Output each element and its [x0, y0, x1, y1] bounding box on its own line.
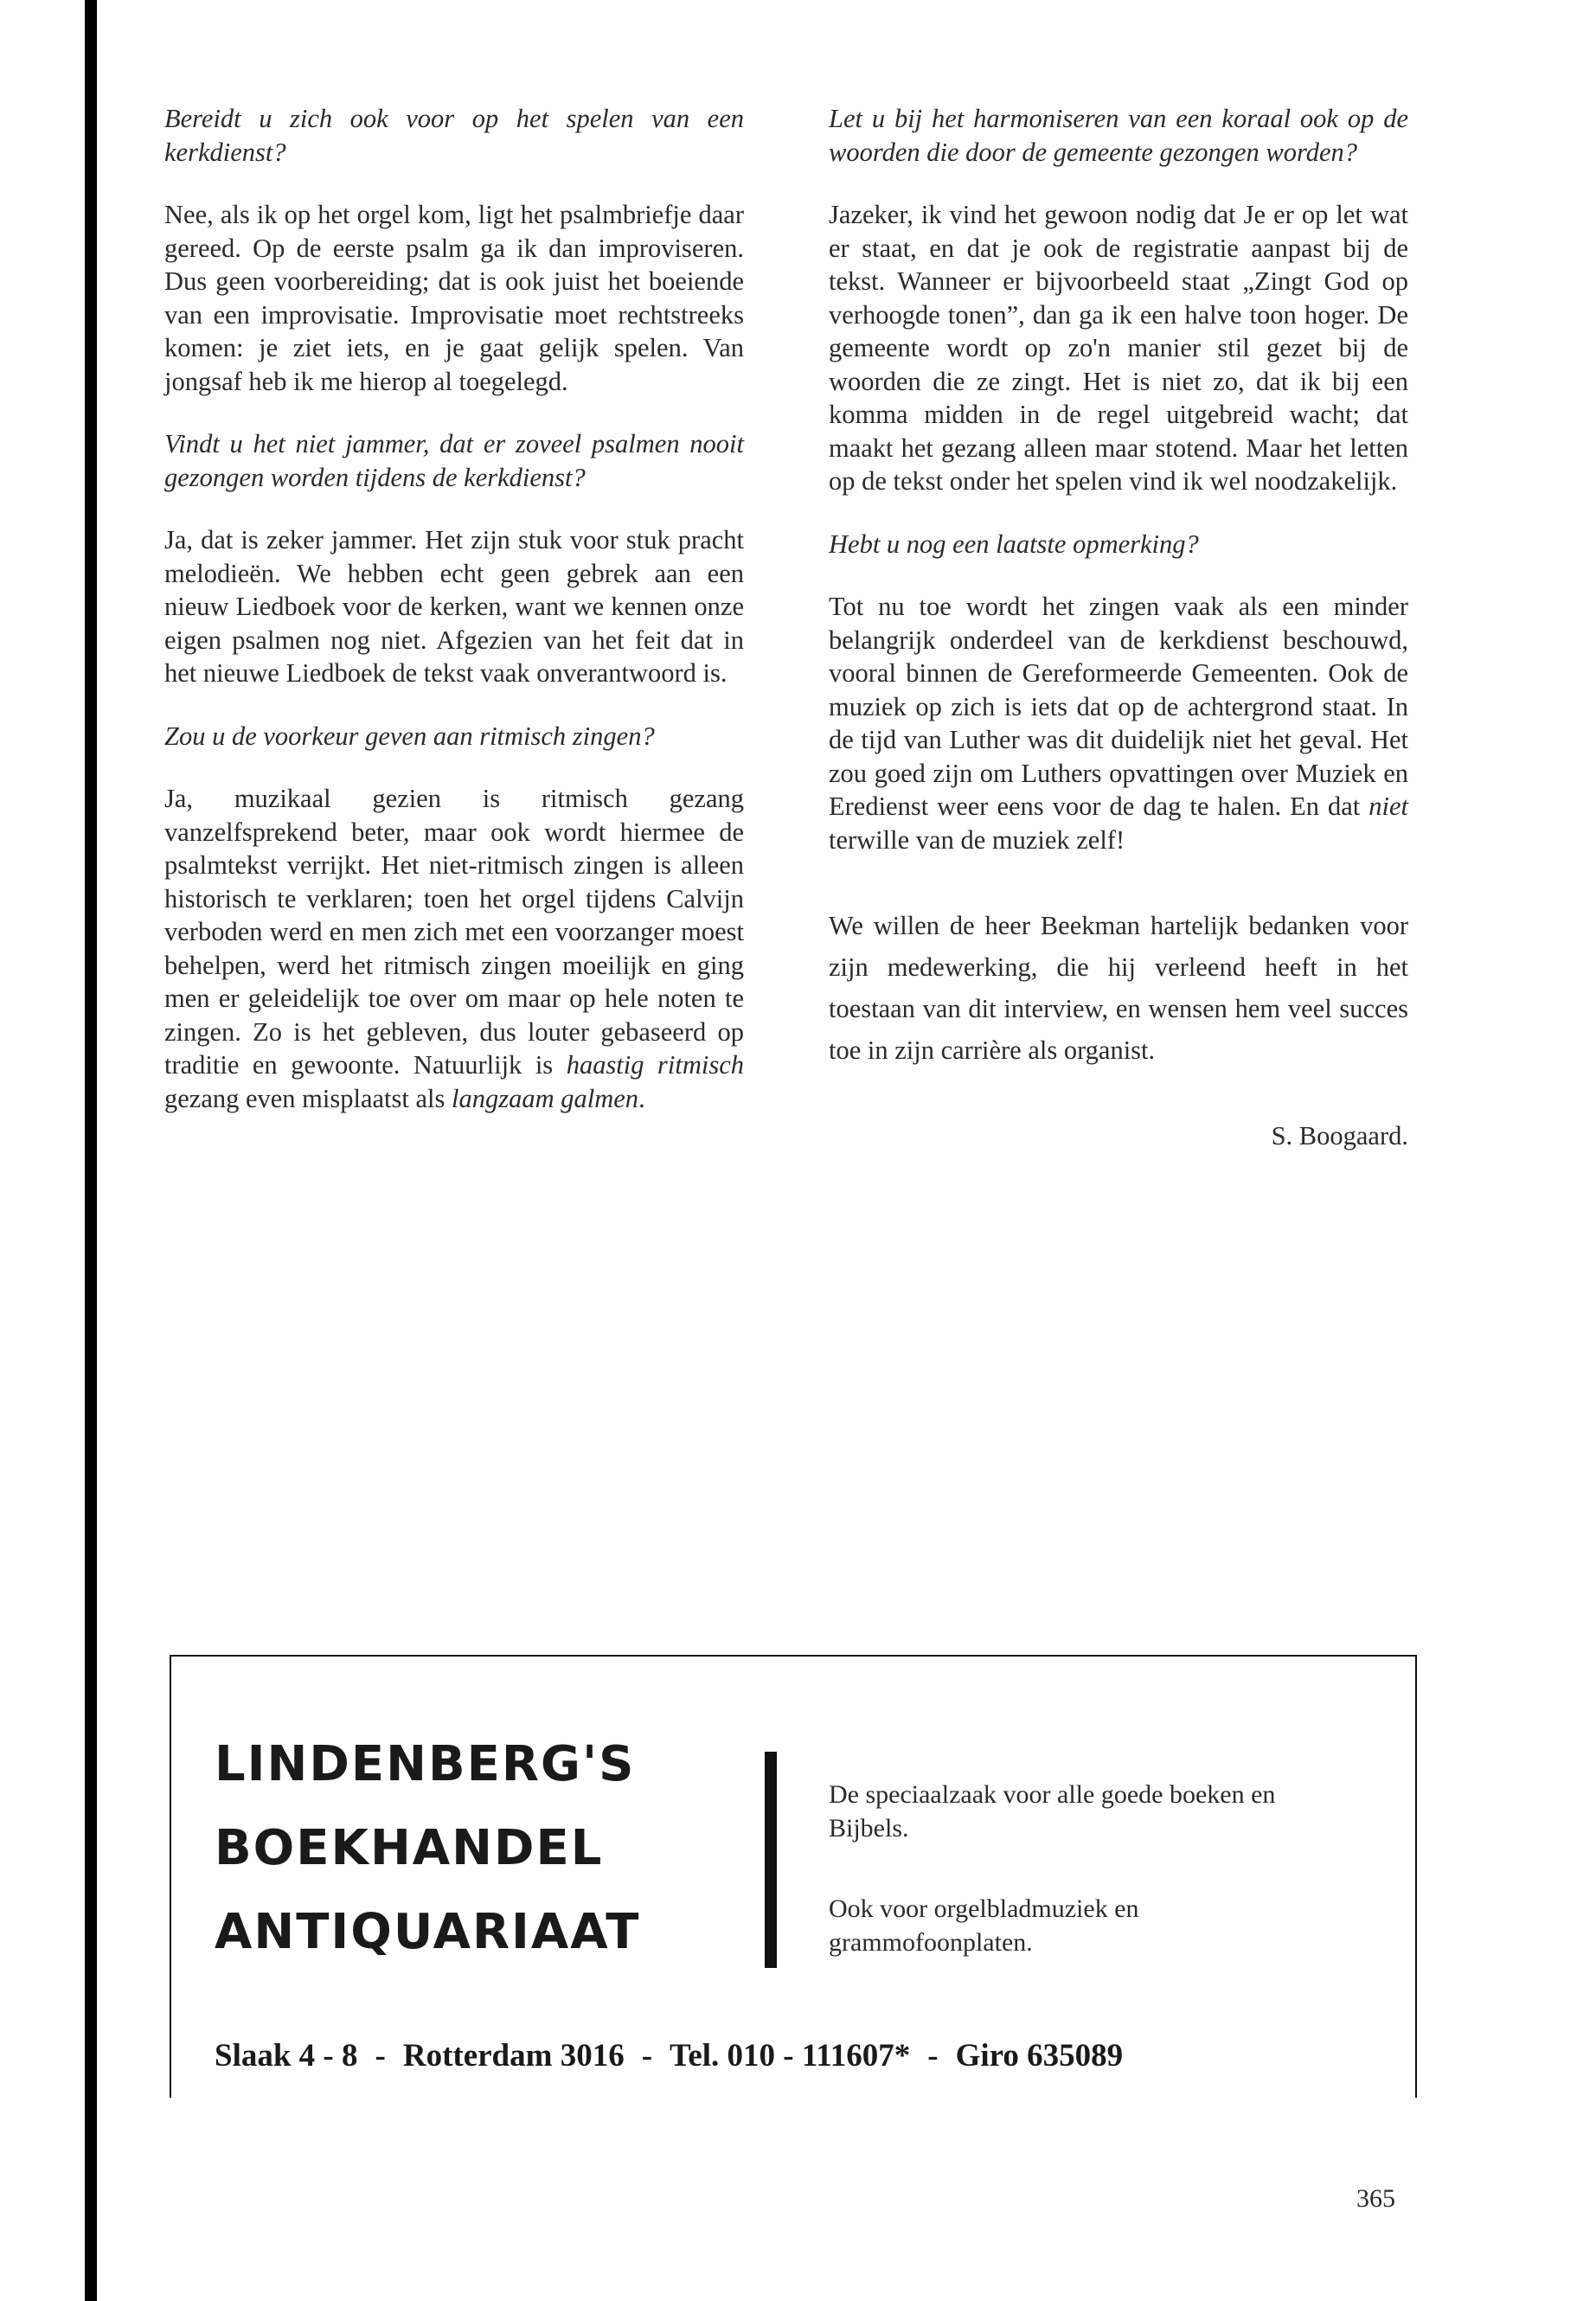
question-prepare: Bereidt u zich ook voor op het spelen van een kerkdienst?	[164, 104, 744, 167]
question-rhythmic: Zou u de voorkeur geven aan ritmisch zingen?	[164, 721, 655, 751]
ad-address: Slaak 4 - 8	[215, 2038, 358, 2073]
emphasis-haastig: haastig ritmisch	[566, 1050, 744, 1080]
ad-separator-2: -	[641, 2038, 653, 2073]
ad-name-line-2: BOEKHANDEL	[215, 1820, 604, 1876]
left-column	[164, 102, 744, 1144]
ad-shop-name	[215, 1736, 640, 1988]
emphasis-niet: niet	[1368, 792, 1408, 821]
answer-rhythmic	[164, 782, 744, 1115]
right-column	[829, 102, 1408, 1183]
answer-last-remark	[829, 590, 1408, 856]
question-last-remark: Hebt u nog een laatste opmerking?	[829, 529, 1199, 559]
question-harmonize: Let u bij het harmoniseren van een koraal ook op de woorden die door de gemeente gezongen worden?	[829, 104, 1408, 167]
ad-desc-books: De speciaalzaak voor alle goede boeken en Bijbels.	[829, 1780, 1276, 1843]
emphasis-langzaam: langzaam galmen	[452, 1083, 639, 1113]
answer-rhythmic-end: .	[638, 1083, 645, 1113]
ad-city: Rotterdam 3016	[402, 2038, 625, 2073]
ad-desc-music: Ook voor orgelbladmuziek en grammofoonplaten.	[829, 1894, 1139, 1957]
author-signature: S. Boogaard.	[1271, 1121, 1408, 1150]
answer-last-remark-text: Tot nu toe wordt het zingen vaak als een minder belangrijk onderdeel van de kerkdienst beschouwd, vooral binnen de Gereformeerde Gemeenten. Ook de muziek op zich is iets dat op de achtergrond staat. In de tijd van Luther was dit duidelijk niet het geval. Het zou goed zijn om Luthers opvattingen over Muziek en Eredienst weer eens voor de dag te halen. En dat	[829, 592, 1408, 821]
answer-psalms: Ja, dat is zeker jammer. Het zijn stuk voor stuk pracht melodieën. We hebben echt geen gebrek aan een nieuw Liedboek voor de kerken, want we kennen onze eigen psalmen nog niet. Afgezien van het feit dat in het nieuwe Liedboek de tekst vaak onverantwoord is.	[164, 525, 744, 688]
answer-rhythmic-text-2: gezang even misplaatst als	[164, 1083, 452, 1113]
ad-name-line-3: ANTIQUARIAAT	[215, 1904, 641, 1960]
ad-giro: Giro 635089	[955, 2038, 1124, 2073]
ad-vertical-rule	[765, 1752, 777, 1968]
answer-last-remark-end: terwille van de muziek zelf!	[829, 824, 1125, 855]
page-number: 365	[1356, 2184, 1395, 2213]
left-margin-bar	[85, 0, 97, 2301]
ad-telephone: Tel. 010 - 111607*	[670, 2038, 911, 2073]
ad-separator-1: -	[375, 2038, 386, 2073]
ad-contact-line	[215, 2037, 1123, 2074]
question-psalms: Vindt u het niet jammer, dat er zoveel psalmen nooit gezongen worden tijdens de kerkdienst?	[164, 429, 744, 492]
closing-thanks: We willen de heer Beekman hartelijk bedanken voor zijn medewerking, die hij verleend heeft in het toestaan van dit interview, en wensen hem veel succes toe in zijn carrière als organist.	[829, 911, 1408, 1065]
advertisement-box	[170, 1655, 1417, 2098]
answer-rhythmic-text: Ja, muzikaal gezien is ritmisch gezang vanzelfsprekend beter, maar ook wordt hiermee de psalmtekst verrijkt. Het niet-ritmisch zingen is alleen historisch te verklaren; toen het orgel tijdens Calvijn verboden werd en men zich met een voorzanger moest behelpen, werd het ritmisch zingen moeilijk en ging men er geleidelijk toe over om maar op hele noten te zingen. Zo is het gebleven, dus louter gebaseerd op traditie en gewoonte. Natuurlijk is	[164, 784, 744, 1080]
answer-harmonize: Jazeker, ik vind het gewoon nodig dat Je er op let wat er staat, en dat je ook de registratie aanpast bij de tekst. Wanneer er bijvoorbeeld staat „Zingt God op verhoogde tonen”, dan ga ik een halve toon hoger. De gemeente wordt op zo'n manier stil gezet bij de woorden die ze zingt. Het is niet zo, dat ik bij een komma midden in de regel uitgebreid wacht; dat maakt het gezang alleen maar stotend. Maar het letten op de tekst onder het spelen vind ik wel noodzakelijk.	[829, 200, 1408, 496]
answer-prepare: Nee, als ik op het orgel kom, ligt het psalmbriefje daar gereed. Op de eerste psalm ga ik dan improviseren. Dus geen voorbereiding; dat is ook juist het boeiende van een improvisatie. Improvisatie moet rechtstreeks komen: je ziet iets, en je gaat gelijk spelen. Van jongsaf heb ik me hierop al toegelegd.	[164, 200, 744, 396]
ad-separator-3: -	[927, 2038, 939, 2073]
ad-description	[829, 1778, 1313, 2006]
ad-name-line-1: LINDENBERG'S	[215, 1736, 636, 1792]
